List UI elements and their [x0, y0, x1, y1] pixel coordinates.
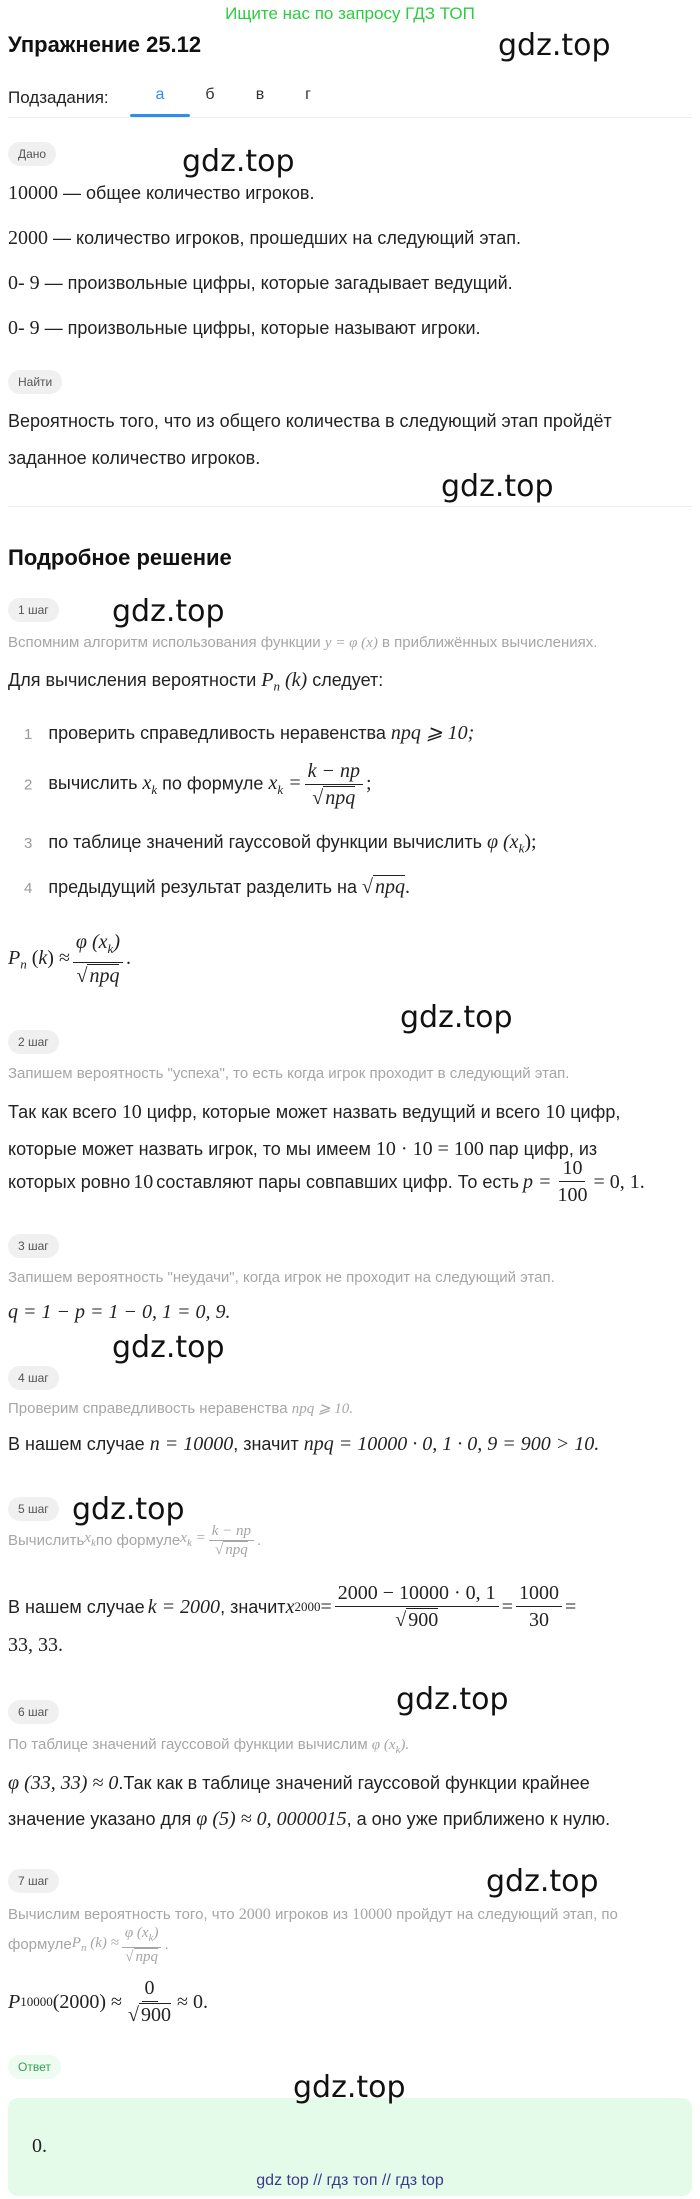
step-6-line-2: значение указано для φ (5) ≈ 0, 0000015, а оно уже приближено к нулю.	[8, 1808, 611, 1830]
given-line-2: 2000 — количество игроков, прошедших на следующий этап.	[8, 227, 521, 249]
search-hint-banner: Ищите нас по запросу ГДЗ ТОП	[225, 4, 475, 23]
step-6-hint: По таблице значений гауссовой функции вычислим φ $(x_k)$.	[8, 1736, 410, 1756]
watermark: gdz.top	[486, 1864, 599, 1899]
given-line-4: 0- 9 — произвольные цифры, которые называют игроки.	[8, 317, 481, 339]
watermark: gdz.top	[72, 1492, 185, 1527]
step-7-hint-2: формуле $P_n$ (k) ≈ $\frac{\varphi (x_k)}{\text{√ npq}}$ .	[8, 1925, 169, 1965]
active-tab-indicator	[130, 114, 190, 117]
step-2-pill: 2 шаг	[8, 1030, 59, 1054]
step-6-pill: 6 шаг	[8, 1700, 59, 1724]
step-3-pill: 3 шаг	[8, 1234, 59, 1258]
watermark: gdz.top	[396, 1682, 509, 1717]
tab-g[interactable]: г	[305, 86, 311, 103]
step-3-hint: Запишем вероятность "неудачи", когда игрок не проходит на следующий этап.	[8, 1269, 555, 1286]
tab-v[interactable]: в	[255, 86, 265, 103]
answer-value: 0.	[32, 2135, 47, 2157]
step-1-text: Для вычисления вероятности $P_n$ (k) следует:	[8, 669, 384, 694]
step-6-line-1: φ (33, 33) ≈ 0.Так как в таблице значений гауссовой функции крайнее	[8, 1772, 590, 1794]
step-1-formula: $P_n$ (k) ≈ $\frac{\varphi (x_k)}{\text{√ npq}}$ .	[8, 931, 131, 987]
step-3-formula: q = 1 − p = 1 − 0, 1 = 0, 9.	[8, 1301, 231, 1323]
solution-title: Подробное решение	[8, 545, 232, 570]
find-line-1: Вероятность того, что из общего количества в следующий этап пройдёт	[8, 411, 612, 431]
step-2-line-3: которых ровно 10 составляют пары совпавших цифр. То есть p = $\frac{10}{100}$ = 0, 1.	[8, 1157, 645, 1206]
algo-item-3: 3 по таблице значений гауссовой функции вычислить φ $(x_k)$;	[24, 831, 537, 856]
step-5-hint: Вычислить $x_k$ по формуле $x_k$ = $\frac{k - np}{\text{√ npq}}$ .	[8, 1523, 262, 1558]
tab-b[interactable]: б	[205, 86, 215, 103]
footer-links[interactable]: gdz top // гдз топ // гдз top	[256, 2172, 444, 2189]
subtasks-label: Подзадания:	[8, 88, 109, 107]
find-pill: Найти	[8, 370, 62, 394]
algo-item-1: 1 проверить справедливость неравенства npq ⩾ 10;	[24, 722, 475, 744]
tab-a[interactable]: а	[155, 86, 165, 103]
step-1-hint: Вспомним алгоритм использования функции y = φ (x) в приближённых вычислениях.	[8, 634, 598, 651]
step-4-text: В нашем случае n = 10000, значит npq = 10000 · 0, 1 · 0, 9 = 900 > 10.	[8, 1433, 600, 1455]
algo-item-2: 2 вычислить $x_k$ по формуле $x_k$ = $\frac{k - np}{\text{√ npq}}$ ;	[24, 760, 372, 809]
step-2-line-2: которые может назвать игрок, то мы имеем 10 · 10 = 100 пар цифр, из	[8, 1138, 598, 1160]
find-line-2: заданное количество игроков.	[8, 448, 261, 468]
step-7-hint-1: Вычислим вероятность того, что 2000 игроков из 10000 пройдут на следующий этап, по	[8, 1906, 618, 1923]
watermark: gdz.top	[293, 2070, 406, 2105]
step-5-result: 33, 33.	[8, 1634, 63, 1656]
step-2-line-1: Так как всего 10 цифр, которые может назвать ведущий и всего 10 цифр,	[8, 1101, 621, 1123]
watermark: gdz.top	[182, 144, 295, 179]
step-7-pill: 7 шаг	[8, 1869, 59, 1893]
step-4-pill: 4 шаг	[8, 1366, 59, 1390]
tabs-divider	[8, 117, 692, 118]
given-line-3: 0- 9 — произвольные цифры, которые загадывает ведущий.	[8, 272, 513, 294]
watermark: gdz.top	[441, 469, 554, 504]
step-1-pill: 1 шаг	[8, 598, 59, 622]
step-7-formula: P 10000 (2000) ≈ $\frac{0}{√ 900}$ ≈ 0.	[8, 1977, 208, 2026]
watermark: gdz.top	[498, 28, 611, 63]
step-2-hint: Запишем вероятность "успеха", то есть когда игрок проходит в следующий этап.	[8, 1065, 570, 1082]
step-4-hint: Проверим справедливость неравенства npq ⩾ 10.	[8, 1400, 354, 1417]
step-5-pill: 5 шаг	[8, 1497, 59, 1521]
given-pill: Дано	[8, 142, 56, 166]
section-divider	[8, 506, 692, 507]
page-title: Упражнение 25.12	[8, 32, 202, 57]
algo-item-4: 4 предыдущий результат разделить на √ npq.	[24, 876, 410, 898]
watermark: gdz.top	[112, 1330, 225, 1365]
step-5-text: В нашем случае k = 2000 , значит x 2000 = $\frac{2000 - 10000 \cdot 0, 1}{√ 900}$ = $\frac{1000}{30}$ =	[8, 1582, 577, 1631]
answer-pill: Ответ	[8, 2055, 61, 2079]
watermark: gdz.top	[112, 594, 225, 629]
given-line-1: 10000 — общее количество игроков.	[8, 182, 315, 204]
watermark: gdz.top	[400, 1000, 513, 1035]
